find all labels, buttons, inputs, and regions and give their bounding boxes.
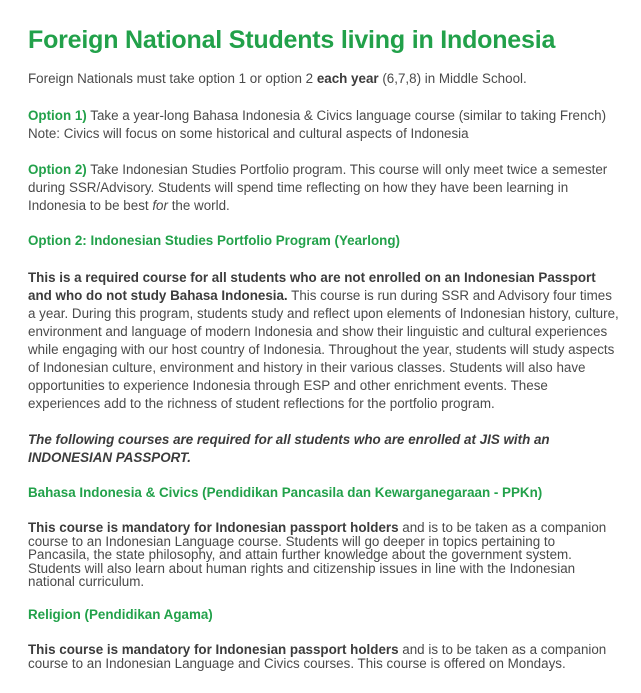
- option1-label: Option 1): [28, 108, 87, 123]
- required-note: The following courses are required for all students who are enrolled at JIS with an INDONESIAN PASSPORT.: [28, 432, 550, 465]
- option1-text: Take a year-long Bahasa Indonesia & Civics language course (similar to taking French): [86, 108, 607, 123]
- religion-paragraph: [28, 643, 620, 670]
- civics-paragraph: [28, 521, 620, 589]
- civics-bold: This course is mandatory for Indonesian passport holders: [28, 520, 399, 535]
- option1-paragraph: [28, 107, 620, 143]
- option2-paragraph: [28, 161, 620, 215]
- intro-post: (6,7,8) in Middle School.: [378, 71, 527, 86]
- page-title: Foreign National Students living in Indonesia: [28, 26, 556, 54]
- religion-text: and is to be taken as a companion course to an Indonesian Language and Civics courses. This course is offered on Mondays.: [28, 642, 607, 671]
- option2-text-italic: for: [152, 198, 168, 213]
- religion-bold: This course is mandatory for Indonesian passport holders: [28, 642, 399, 657]
- intro-paragraph: [28, 70, 620, 88]
- portfolio-text: This course is run during SSR and Advisory four times a year. During this program, students study and reflect upon elements of Indonesian history, culture, environment and language of modern Indonesia and show their linguistic and cultural experiences while engaging with our host country of Indonesia. Throughout the year, students will study aspects of Indonesian culture, environment and history in their various classes. Students will also have opportunities to experience Indonesia through ESP and other enrichment events. These experiences add to the richness of student reflections for the portfolio program.: [28, 288, 619, 411]
- option1-note: Note: Civics will focus on some historical and cultural aspects of Indonesia: [28, 126, 469, 141]
- option2-text-post: the world.: [167, 198, 230, 213]
- portfolio-heading: Option 2: Indonesian Studies Portfolio Program (Yearlong): [28, 233, 400, 248]
- portfolio-bold: This is a required course for all students who are not enrolled on an Indonesian Passport and who do not study Bahasa Indonesia.: [28, 270, 596, 303]
- intro-pre: Foreign Nationals must take option 1 or option 2: [28, 71, 317, 86]
- portfolio-paragraph: [28, 269, 620, 413]
- intro-bold: each year: [316, 71, 379, 86]
- option2-text-pre: Take Indonesian Studies Portfolio program. This course will only meet twice a semester during SSR/Advisory. Students will spend time reflecting on how they have been learning in Indonesia to be best: [28, 162, 608, 213]
- civics-text: and is to be taken as a companion course to an Indonesian Language course. Students will go deeper in topics pertaining to Pancasila, the state philosophy, and attain further knowledge about the government system. Students will also learn about human rights and citizenship issues in line with the Indonesian national curriculum.: [28, 520, 607, 590]
- option2-label: Option 2): [28, 162, 87, 177]
- civics-heading: Bahasa Indonesia & Civics (Pendidikan Pancasila dan Kewarganegaraan - PPKn): [28, 485, 543, 500]
- religion-heading: Religion (Pendidikan Agama): [28, 607, 213, 622]
